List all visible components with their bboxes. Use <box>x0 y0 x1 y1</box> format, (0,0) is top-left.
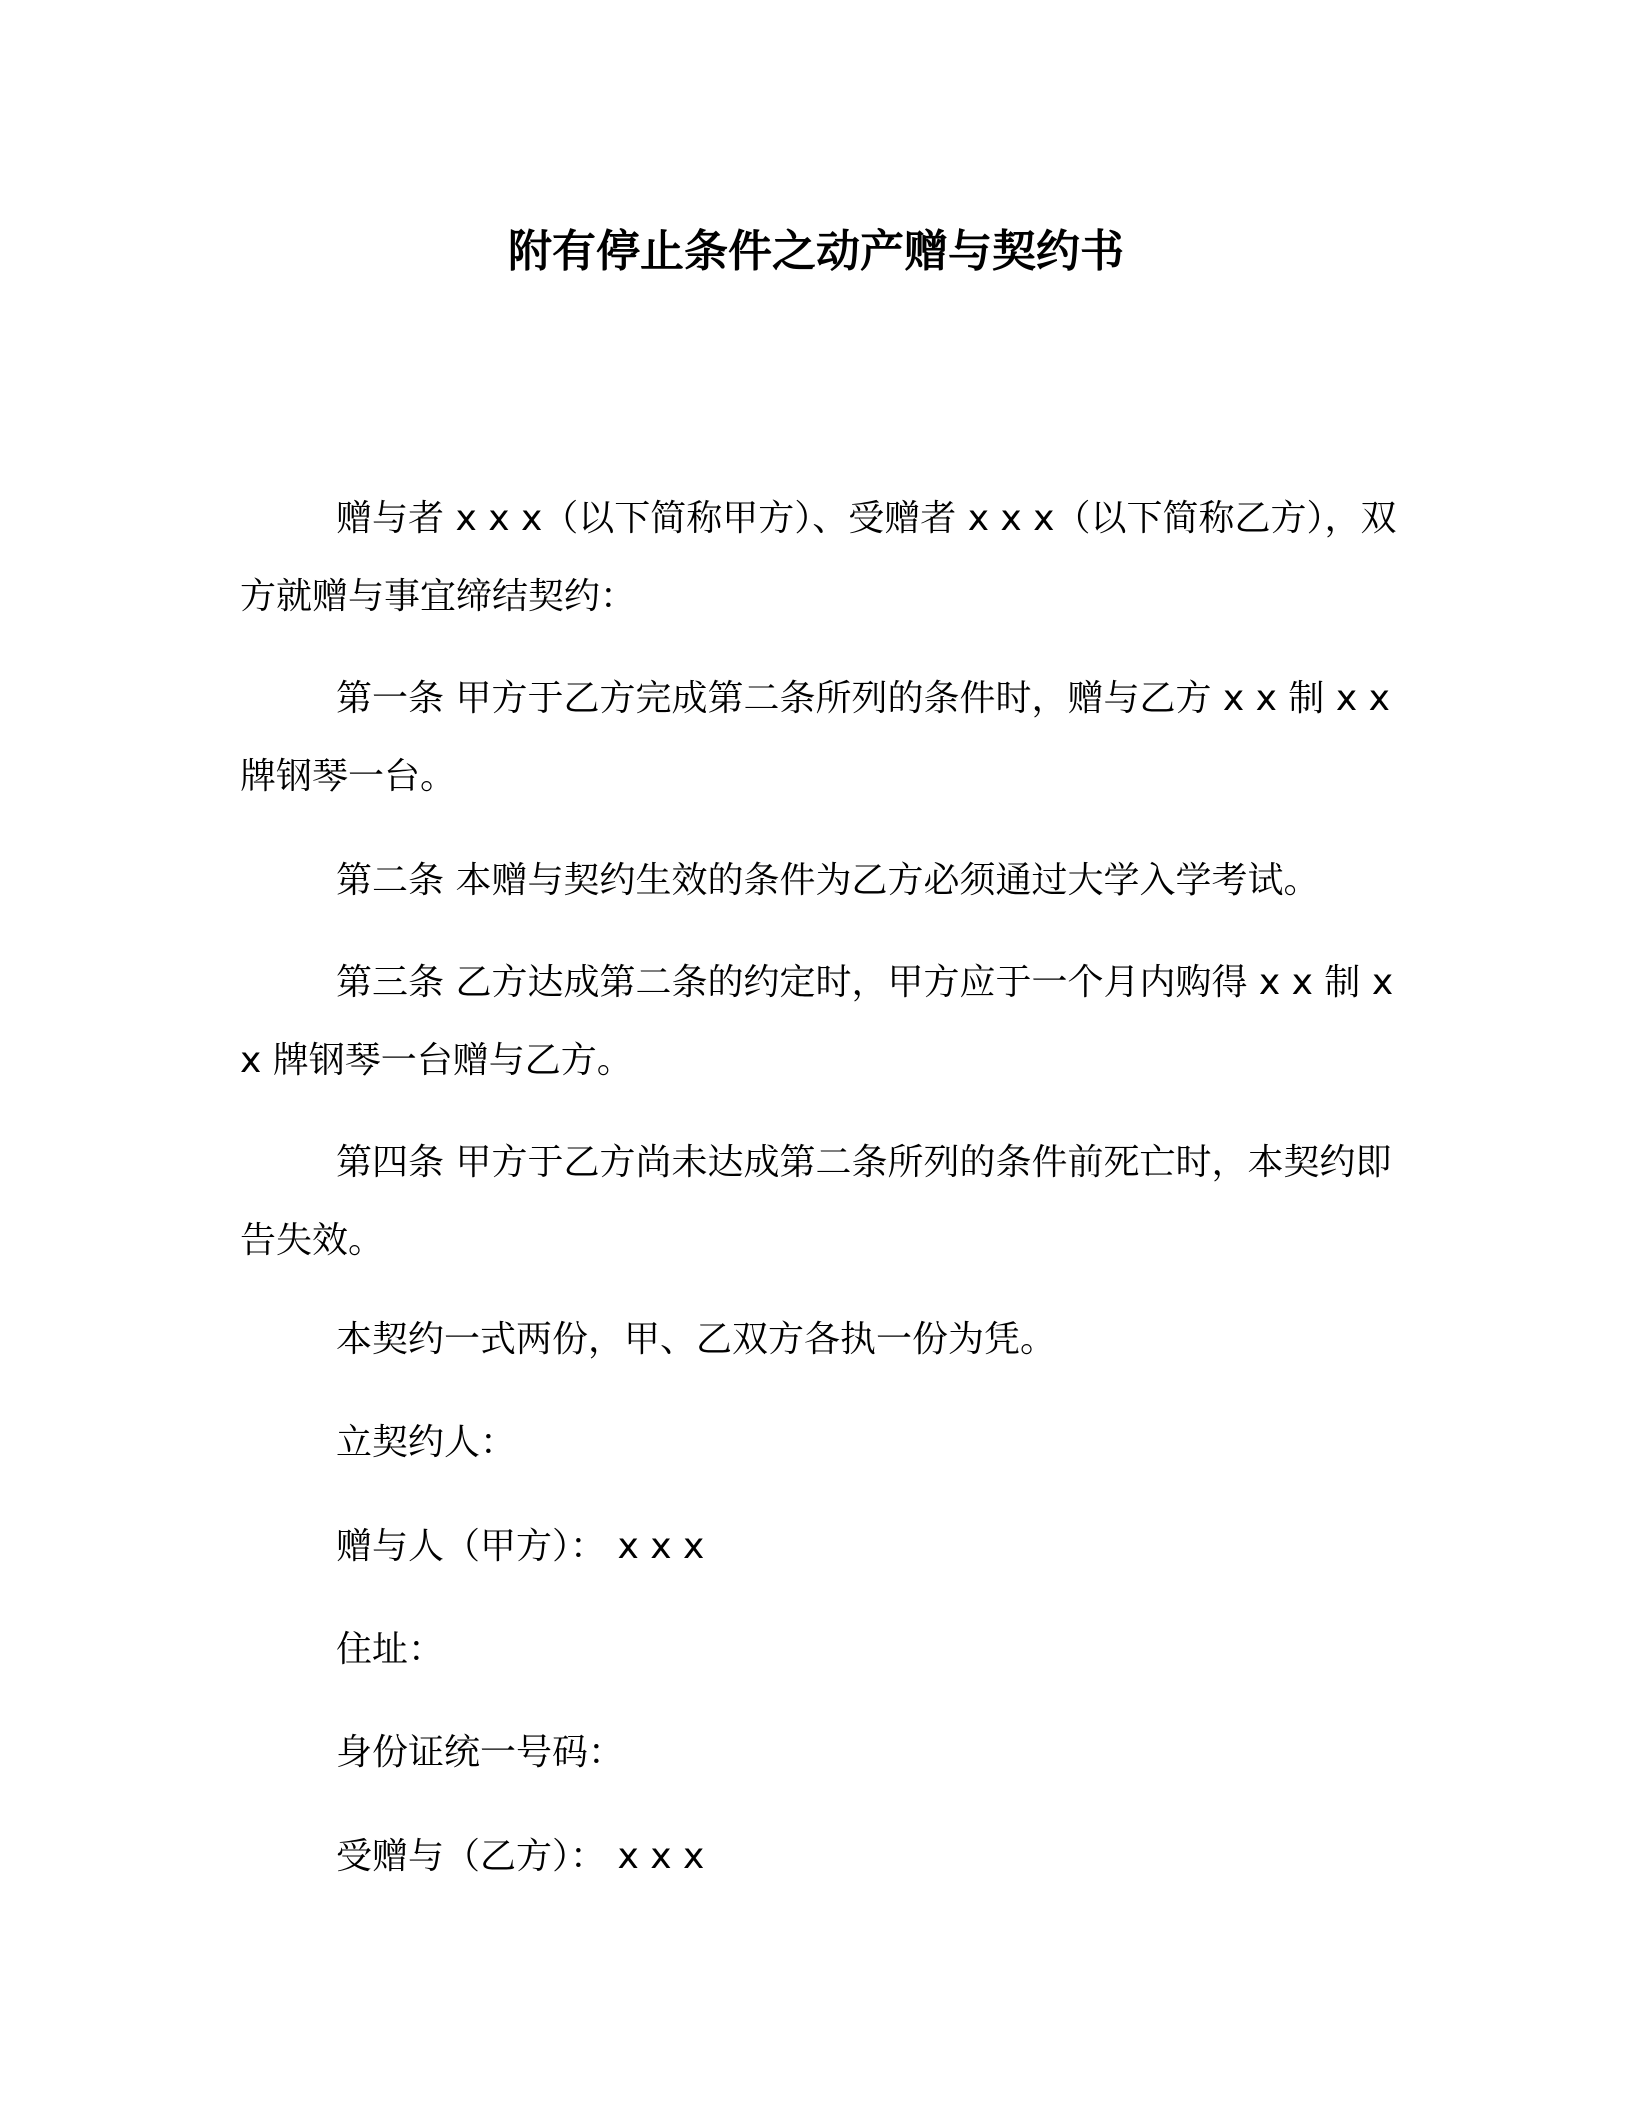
article-3: 第三条 乙方达成第二条的约定时，甲方应于一个月内购得 x x 制 x x 牌钢琴一台赠与乙方。 <box>240 962 1394 1081</box>
signatory-label: 立契约人： <box>336 1422 517 1463</box>
article-1: 第一条 甲方于乙方完成第二条所列的条件时，赠与乙方 x x 制 x x 牌钢琴一台。 <box>240 678 1390 797</box>
donee-line: 受赠与（乙方）： x x x <box>336 1836 705 1877</box>
donor-line: 赠与人（甲方）： x x x <box>336 1526 705 1567</box>
article-4: 第四条 甲方于乙方尚未达成第二条所列的条件前死亡时，本契约即告失效。 <box>240 1142 1392 1261</box>
copies-clause: 本契约一式两份，甲、乙双方各执一份为凭。 <box>336 1319 1057 1360</box>
intro-paragraph: 赠与者 x x x（以下简称甲方）、受赠者 x x x（以下简称乙方），双方就赠与事宜缔结契约： <box>240 498 1397 617</box>
id-number-line: 身份证统一号码： <box>336 1732 625 1773</box>
article-2: 第二条 本赠与契约生效的条件为乙方必须通过大学入学考试。 <box>336 860 1320 901</box>
address-line: 住址： <box>336 1629 445 1670</box>
document-title: 附有停止条件之动产赠与契约书 <box>508 226 1124 277</box>
